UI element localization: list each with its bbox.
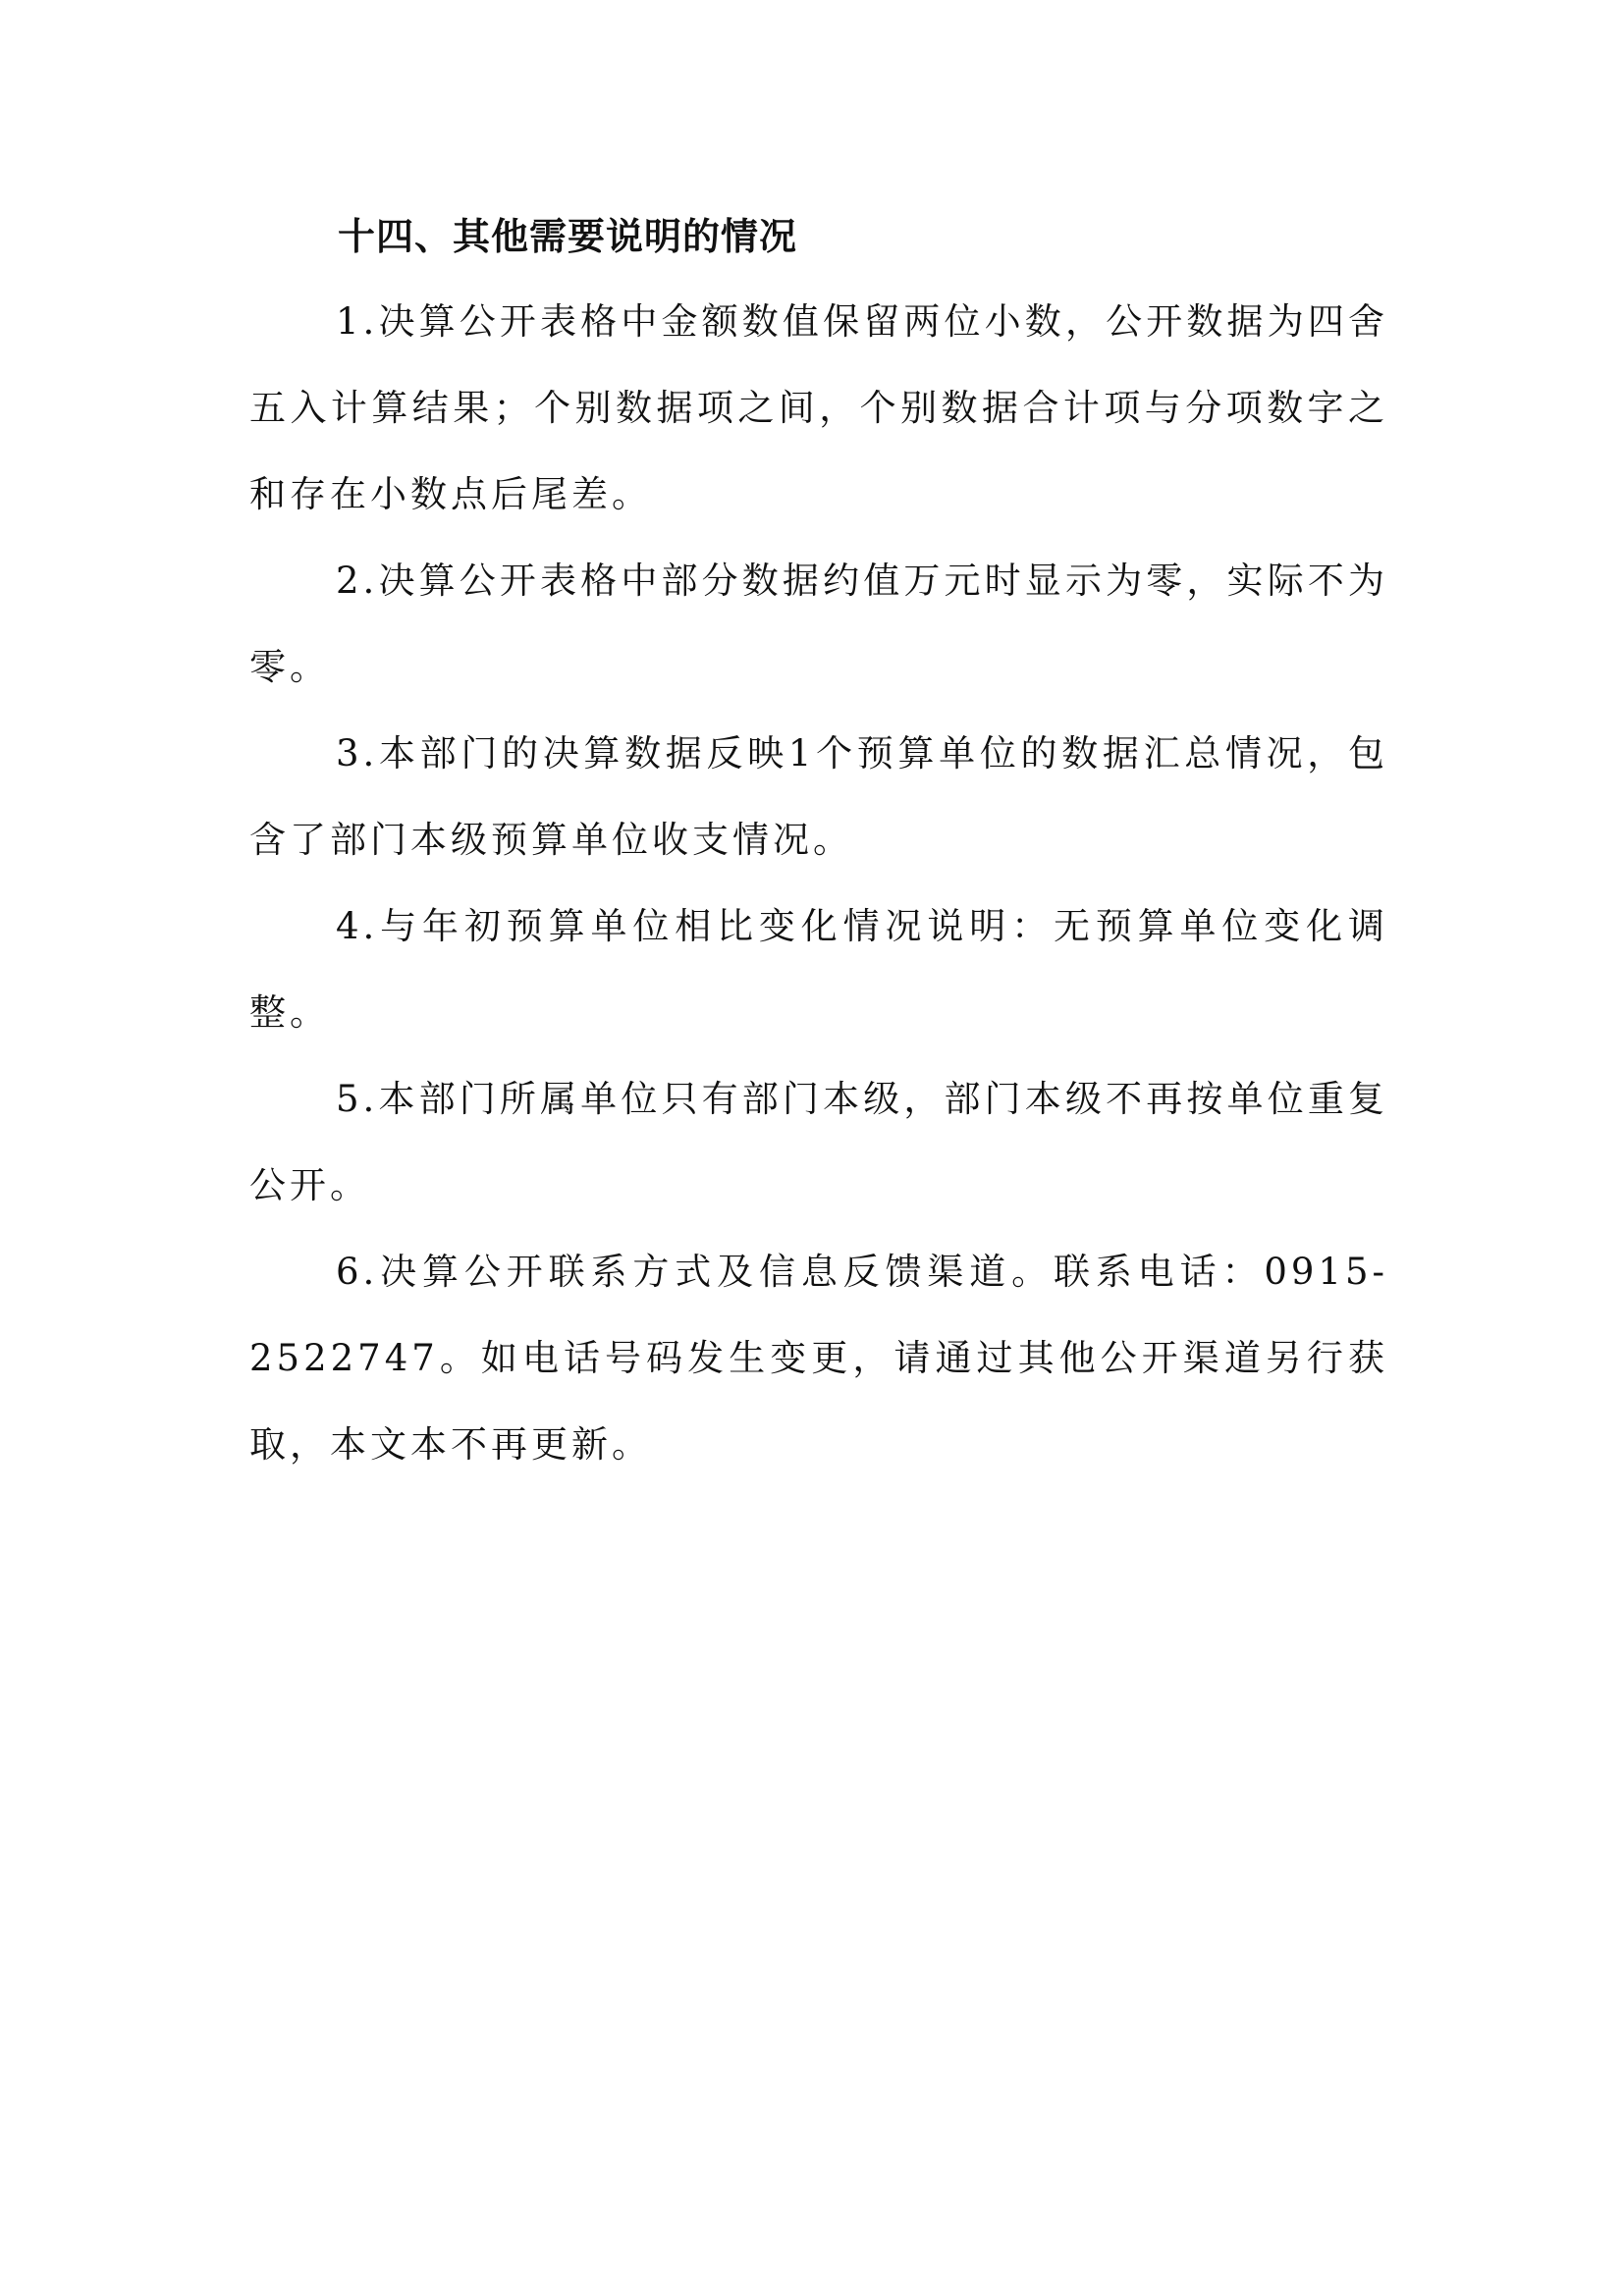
section-heading: 十四、其他需要说明的情况 [338, 215, 798, 258]
paragraph-6: 6.决算公开联系方式及信息反馈渠道。联系电话：0915-2522747。如电话号码发生变更，请通过其他公开渠道另行获取，本文本不再更新。 [249, 1251, 1388, 1466]
paragraph-4: 4.与年初预算单位相比变化情况说明：无预算单位变化调整。 [249, 905, 1388, 1034]
document-page [249, 208, 1388, 1488]
paragraph-2: 2.决算公开表格中部分数据约值万元时显示为零，实际不为零。 [249, 560, 1388, 688]
paragraph-1: 1.决算公开表格中金额数值保留两位小数，公开数据为四舍五入计算结果；个别数据项之间，个别数据合计项与分项数字之和存在小数点后尾差。 [249, 300, 1388, 515]
paragraph-3: 3.本部门的决算数据反映1个预算单位的数据汇总情况，包含了部门本级预算单位收支情况。 [249, 732, 1388, 861]
paragraph-5: 5.本部门所属单位只有部门本级，部门本级不再按单位重复公开。 [249, 1078, 1388, 1206]
